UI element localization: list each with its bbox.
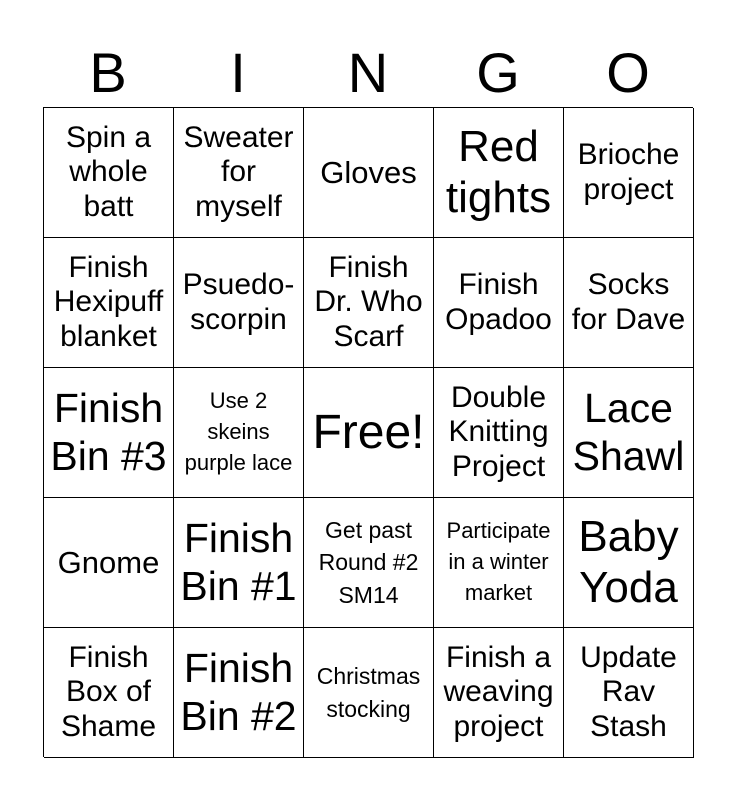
bingo-cell-r4-c2[interactable] [174,498,304,628]
cell-text: Finish Opadoo [445,268,552,336]
cell-text: Use 2 skeins purple lace [184,388,293,475]
bingo-cell-r4-c4[interactable] [434,498,564,628]
bingo-cell-r5-c3[interactable] [304,628,434,758]
bingo-cell-r5-c4[interactable] [434,628,564,758]
cell-text: Double Knitting Project [448,380,549,483]
bingo-cell-r2-c2[interactable] [174,238,304,368]
bingo-cell-r3-c3[interactable] [304,368,434,498]
header-letter-n: N [347,41,389,104]
bingo-cell-r2-c3[interactable] [304,238,434,368]
bingo-cell-r4-c1[interactable] [44,498,174,628]
cell-text: Get past Round #2 SM14 [318,517,419,608]
cell-text: Christmas stocking [316,663,421,722]
bingo-cell-r1-c3[interactable] [304,108,434,238]
bingo-cell-r1-c4[interactable] [434,108,564,238]
cell-text: Red tights [445,121,552,222]
bingo-cell-r1-c5[interactable] [564,108,694,238]
free-space: Free! [312,405,425,459]
cell-text: Finish Bin #2 [180,645,297,739]
cell-text: Lace Shawl [572,385,685,479]
bingo-cell-r4-c3[interactable] [304,498,434,628]
cell-text: Finish Dr. Who Scarf [314,250,423,353]
bingo-cell-r3-c2[interactable] [174,368,304,498]
header-letter-g: G [476,41,520,104]
bingo-cell-r3-c4[interactable] [434,368,564,498]
cell-text: Spin a whole batt [65,120,152,223]
cell-text: Sweater for myself [183,120,294,223]
bingo-cell-r5-c2[interactable] [174,628,304,758]
cell-text: Finish Box of Shame [60,640,157,743]
bingo-cell-r2-c4[interactable] [434,238,564,368]
bingo-cell-r4-c5[interactable] [564,498,694,628]
bingo-cell-r3-c1[interactable] [44,368,174,498]
header-letter-o: O [606,41,650,104]
bingo-cell-r5-c5[interactable] [564,628,694,758]
cell-text: Finish Bin #3 [50,385,167,479]
cell-text: Finish Bin #1 [180,515,297,609]
header-letter-i: I [230,41,246,104]
bingo-board [43,107,693,757]
cell-text: Participate in a winter market [446,518,551,605]
bingo-cell-r3-c5[interactable] [564,368,694,498]
bingo-cell-r2-c5[interactable] [564,238,694,368]
bingo-cell-r1-c2[interactable] [174,108,304,238]
cell-text: Socks for Dave [571,268,686,336]
cell-text: Finish Hexipuff blanket [53,250,164,353]
bingo-cell-r5-c1[interactable] [44,628,174,758]
header-letter-b: B [89,41,127,104]
cell-text: Gnome [57,544,160,580]
cell-text: Psuedo-scorpin [182,268,295,336]
cell-text: Update Rav Stash [580,640,677,743]
cell-text: Finish a weaving project [443,640,554,743]
bingo-cell-r2-c1[interactable] [44,238,174,368]
bingo-cell-r1-c1[interactable] [44,108,174,238]
cell-text: Baby Yoda [578,511,679,612]
cell-text: Gloves [320,154,417,190]
cell-text: Brioche project [577,138,680,206]
bingo-header [43,38,693,108]
